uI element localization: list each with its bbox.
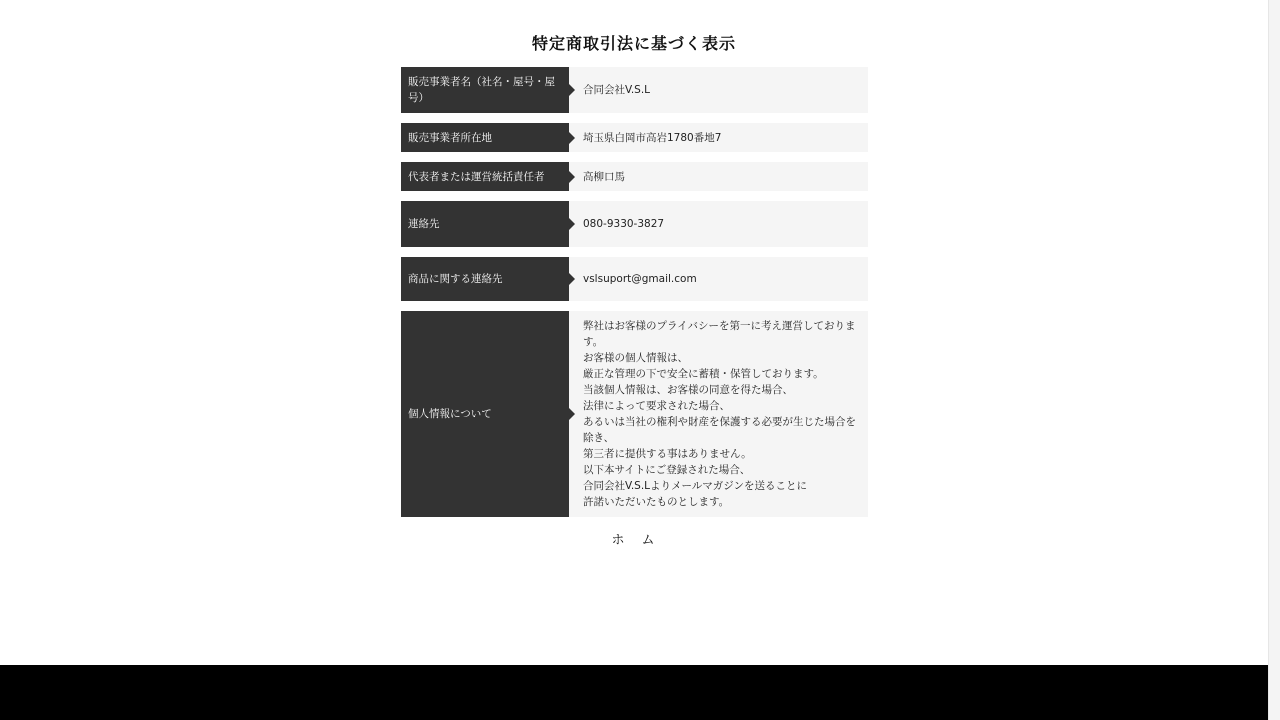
privacy-line: 当該個人情報は、お客様の同意を得た場合、	[583, 384, 793, 396]
footer	[0, 665, 1268, 720]
privacy-line: 法律によって要求された場合、	[583, 400, 730, 412]
row-label: 販売事業者名（社名・屋号・屋号）	[401, 67, 569, 113]
row-value: 080-9330-3827	[569, 201, 868, 247]
privacy-line: 弊社はお客様のプライバシーを第一に考え運営しております。	[583, 320, 856, 348]
privacy-line: あるいは当社の権利や財産を保護する必要が生じた場合を除き、	[583, 416, 856, 444]
privacy-line: 厳正な管理の下で安全に蓄積・保管しております。	[583, 368, 824, 380]
row-label: 商品に関する連絡先	[401, 257, 569, 301]
vertical-scrollbar[interactable]	[1268, 0, 1280, 720]
row-value: 合同会社V.S.L	[569, 67, 868, 113]
privacy-line: 以下本サイトにご登録された場合、	[583, 464, 751, 476]
privacy-line: お客様の個人情報は、	[583, 352, 688, 364]
table-row	[401, 257, 868, 301]
row-label: 販売事業者所在地	[401, 123, 569, 152]
privacy-line: 許諾いただいたものとします。	[583, 496, 730, 508]
table-row	[401, 162, 868, 191]
row-value: vslsuport@gmail.com	[569, 257, 868, 301]
home-link[interactable]: ホ ム	[611, 533, 657, 548]
info-table	[401, 67, 868, 517]
row-value: 埼玉県白岡市高岩1780番地7	[569, 123, 868, 152]
privacy-line: 合同会社V.S.Lよりメールマガジンを送ることに	[583, 480, 808, 492]
table-row	[401, 201, 868, 247]
privacy-text	[569, 311, 868, 517]
row-label: 連絡先	[401, 201, 569, 247]
privacy-line: 第三者に提供する事はありません。	[583, 448, 752, 460]
table-row	[401, 311, 868, 517]
table-row	[401, 67, 868, 113]
row-value: 高柳口馬	[569, 162, 868, 191]
table-row	[401, 123, 868, 152]
row-label: 代表者または運営統括責任者	[401, 162, 569, 191]
page-title: 特定商取引法に基づく表示	[531, 34, 736, 53]
row-label: 個人情報について	[401, 311, 569, 517]
